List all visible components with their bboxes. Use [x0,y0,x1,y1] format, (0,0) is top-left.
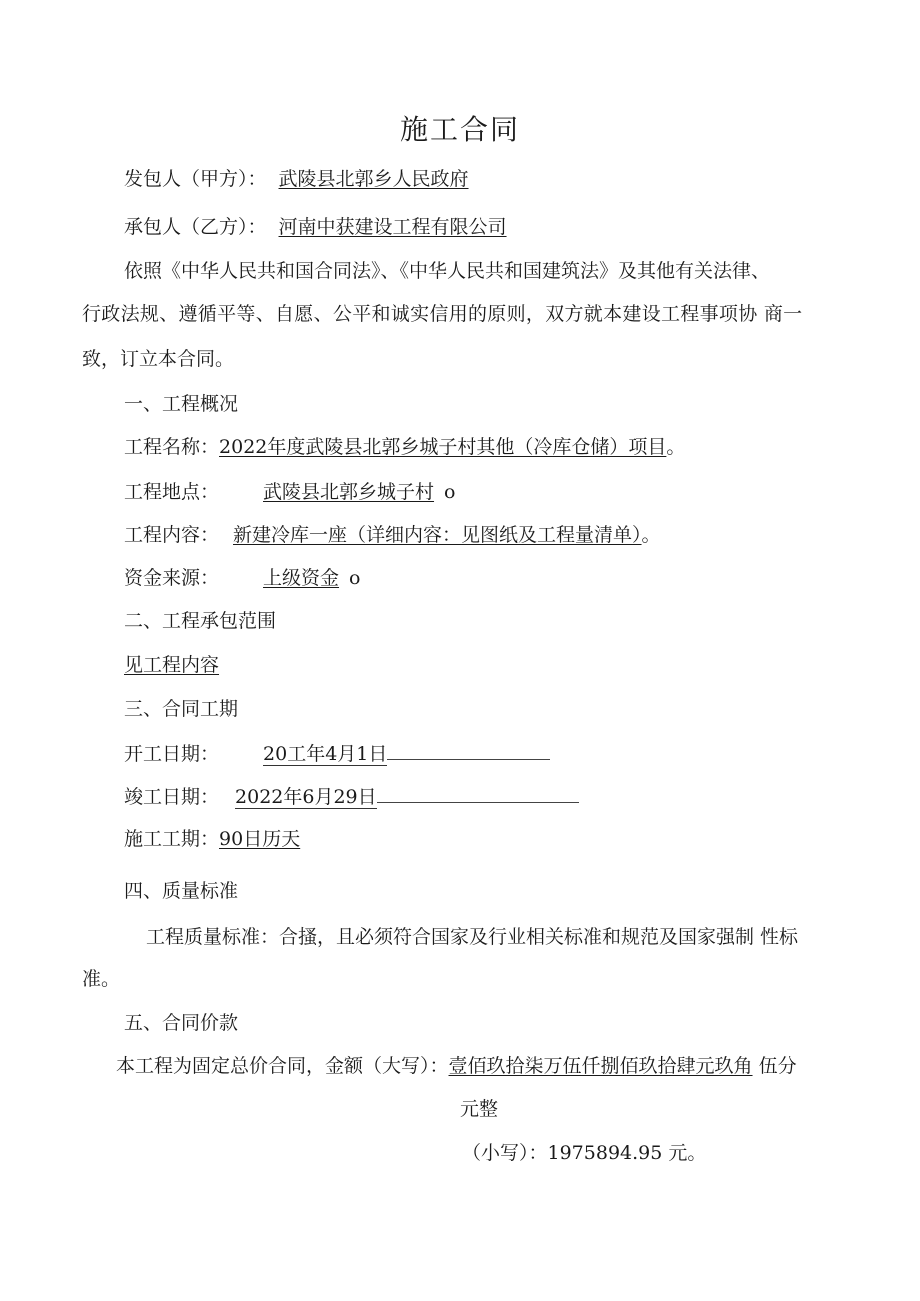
quality-line-2: 准。 [82,968,121,990]
party-b-line [124,215,507,239]
project-name-line [124,435,685,459]
project-location-label: 工程地点： [124,481,220,503]
funding-value: 上级资金 [263,567,340,589]
section-4-heading: 四、质量标准 [124,880,239,902]
amount-upper-value: 壹佰玖拾柒万伍仟捌佰玖拾肆元玖角 [448,1055,753,1077]
section-5-heading: 五、合同价款 [124,1012,239,1034]
project-name-suffix: 。 [666,436,686,458]
project-content-line [124,523,661,547]
scope-value: 见工程内容 [124,654,220,676]
intro-line-1: 依照《中华人民共和国合同法》、《中华人民共和国建筑法》及其他有关法律、 [124,260,771,282]
amount-upper-tail: 伍分 [752,1055,797,1077]
end-date-blank [377,784,579,803]
start-date-blank [387,741,550,760]
funding-line [124,566,360,590]
party-a-line [124,167,469,191]
end-date-line [124,784,579,809]
start-date-value: 20工年4月1日 [263,743,388,765]
amount-lower-line: （小写）：1975894.95 元。 [462,1142,707,1164]
quality-line-1: 工程质量标准：合搔，且必须符合国家及行业相关标准和规范及国家强制 性标 [146,926,799,948]
intro-line-3: 致，订立本合同。 [82,348,235,370]
project-content-label: 工程内容： [124,524,220,546]
funding-suffix: o [349,567,361,589]
amount-upper-end: 元整 [460,1098,499,1120]
end-date-value: 2022年6月29日 [235,786,377,808]
end-date-label: 竣工日期： [124,786,220,808]
document-title: 施工合同 [399,113,520,146]
funding-label: 资金来源： [124,567,220,589]
project-name-value: 2022年度武陵县北郭乡城子村其他（冷库仓储）项目 [219,436,667,458]
intro-line-2: 行政法规、遵循平等、自愿、公平和诚实信用的原则，双方就本建设工程事项协 商一 [82,303,803,325]
party-b-value: 河南中获建设工程有限公司 [278,216,507,238]
party-a-value: 武陵县北郭乡人民政府 [278,168,469,190]
party-a-label: 发包人（甲方）： [124,168,267,190]
duration-line [124,827,300,851]
section-1-heading: 一、工程概况 [124,393,239,415]
amount-upper-line [116,1054,797,1078]
project-name-label: 工程名称： [124,436,220,458]
project-content-suffix: 。 [641,524,661,546]
project-content-value: 新建冷库一座（详细内容：见图纸及工程量清单） [233,524,642,546]
project-location-line [124,480,455,504]
scope-line [124,653,219,677]
duration-label: 施工工期： [124,828,220,850]
start-date-label: 开工日期： [124,743,220,765]
project-location-value: 武陵县北郭乡城子村 [263,481,435,503]
project-location-suffix: o [444,481,456,503]
party-b-label: 承包人（乙方）： [124,216,267,238]
amount-prefix: 本工程为固定总价合同，金额（大写）： [116,1055,449,1077]
section-2-heading: 二、工程承包范围 [124,610,277,632]
duration-value: 90日历天 [219,828,301,850]
start-date-line [124,741,550,766]
section-3-heading: 三、合同工期 [124,698,239,720]
